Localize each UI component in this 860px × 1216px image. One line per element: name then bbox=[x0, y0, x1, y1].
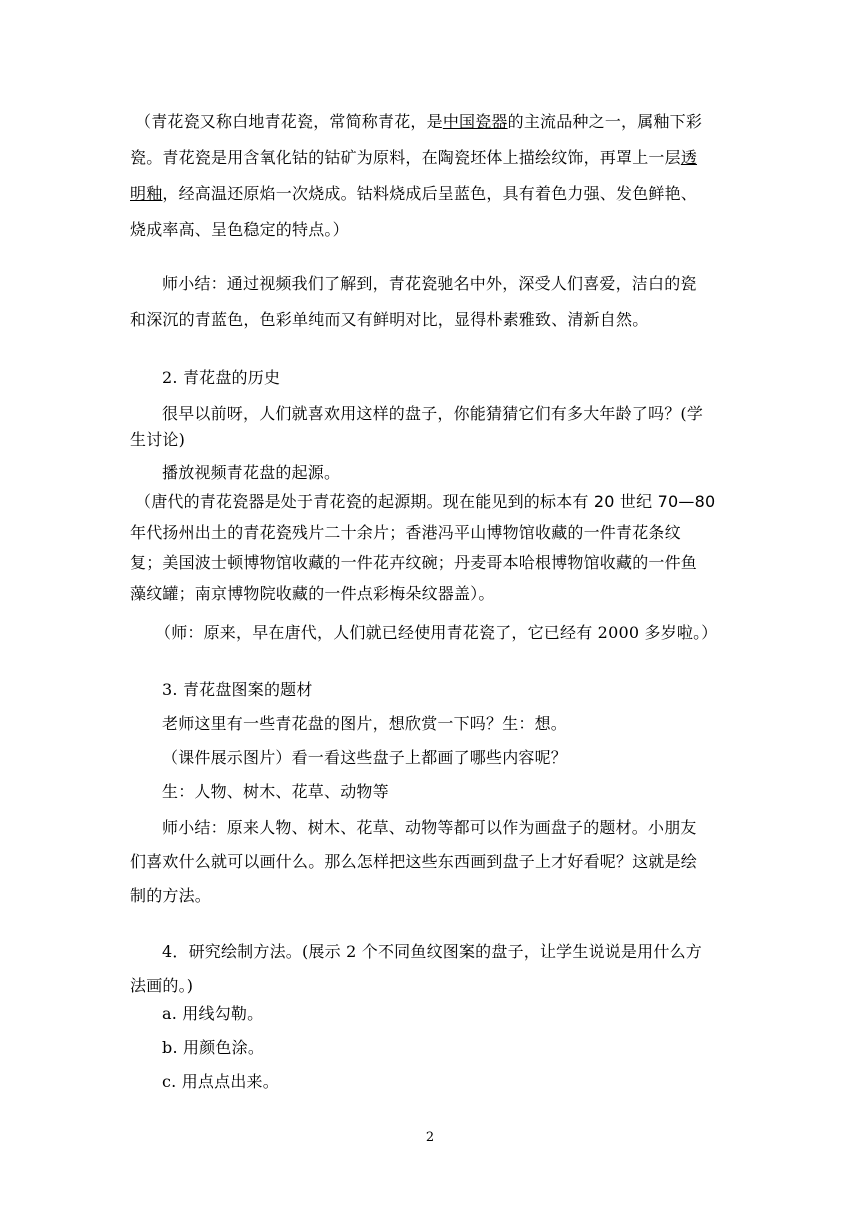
section2-history-3: 复；美国波士顿博物馆收藏的一件花卉纹碗；丹麦哥本哈根博物馆收藏的一件鱼 bbox=[130, 553, 698, 572]
intro-text: 瓷。青花瓷是用含氧化钴的钴矿为原料，在陶瓷坯体上描绘纹饰，再罩上一层 bbox=[130, 148, 681, 167]
section3-line-1: 老师这里有一些青花盘的图片，想欣赏一下吗？生：想。 bbox=[162, 714, 568, 733]
section2-question-1: 很早以前呀，人们就喜欢用这样的盘子，你能猜猜它们有多大年龄了吗？(学 bbox=[162, 404, 704, 423]
intro-line-3 bbox=[130, 184, 730, 204]
link-transparent-glaze[interactable]: 透 bbox=[680, 148, 698, 167]
link-chinese-porcelain[interactable]: 中国瓷器 bbox=[442, 112, 508, 131]
link-transparent-glaze[interactable]: 明釉 bbox=[130, 184, 163, 203]
section3-summary-3: 制的方法。 bbox=[130, 886, 212, 905]
section4-line-2: 法画的。) bbox=[130, 976, 194, 995]
section3-heading: 3. 青花盘图案的题材 bbox=[162, 680, 313, 699]
intro-text: ，经高温还原焰一次烧成。钴料烧成后呈蓝色，具有着色力强、发色鲜艳、 bbox=[162, 184, 698, 203]
section4-item-b: b. 用颜色涂。 bbox=[162, 1038, 265, 1057]
intro-line-1 bbox=[135, 112, 735, 132]
intro-text: （青花瓷又称白地青花瓷，常简称青花，是 bbox=[135, 112, 443, 131]
section2-video: 播放视频青花盘的起源。 bbox=[162, 463, 341, 482]
section2-history-4: 藻纹罐；南京博物院收藏的一件点彩梅朵纹器盖）。 bbox=[130, 584, 495, 603]
section4-item-a: a. 用线勾勒。 bbox=[162, 1004, 264, 1023]
section2-history-1: （唐代的青花瓷器是处于青花瓷的起源期。现在能见到的标本有 20 世纪 70—80 bbox=[135, 492, 716, 511]
summary1-line-1: 师小结：通过视频我们了解到，青花瓷驰名中外，深受人们喜爱，洁白的瓷 bbox=[162, 274, 697, 293]
section2-question-2: 生讨论) bbox=[130, 430, 186, 449]
section3-summary-1: 师小结：原来人物、树木、花草、动物等都可以作为画盘子的题材。小朋友 bbox=[162, 818, 697, 837]
intro-text: 的主流品种之一，属釉下彩 bbox=[507, 112, 703, 131]
page-number: 2 bbox=[425, 1130, 435, 1145]
section3-line-2: （课件展示图片）看一看这些盘子上都画了哪些内容呢？ bbox=[162, 748, 568, 767]
section4-line-1: 4．研究绘制方法。(展示 2 个不同鱼纹图案的盘子，让学生说说是用什么方 bbox=[162, 942, 702, 961]
section2-teacher-note: （师：原来，早在唐代，人们就已经使用青花瓷了，它已经有 2000 多岁啦。） bbox=[155, 623, 718, 642]
section2-heading: 2. 青花盘的历史 bbox=[162, 368, 281, 387]
intro-line-2 bbox=[130, 148, 730, 168]
section4-item-c: c. 用点点出来。 bbox=[162, 1072, 279, 1091]
section2-history-2: 年代扬州出土的青花瓷残片二十余片；香港冯平山博物馆收藏的一件青花条纹 bbox=[130, 523, 681, 542]
section3-summary-2: 们喜欢什么就可以画什么。那么怎样把这些东西画到盘子上才好看呢？这就是绘 bbox=[130, 852, 698, 871]
intro-line-4: 烧成率高、呈色稳定的特点。） bbox=[130, 220, 349, 239]
section3-line-3: 生：人物、树木、花草、动物等 bbox=[162, 782, 389, 801]
summary1-line-2: 和深沉的青蓝色，色彩单纯而又有鲜明对比，显得朴素雅致、清新自然。 bbox=[130, 310, 649, 329]
